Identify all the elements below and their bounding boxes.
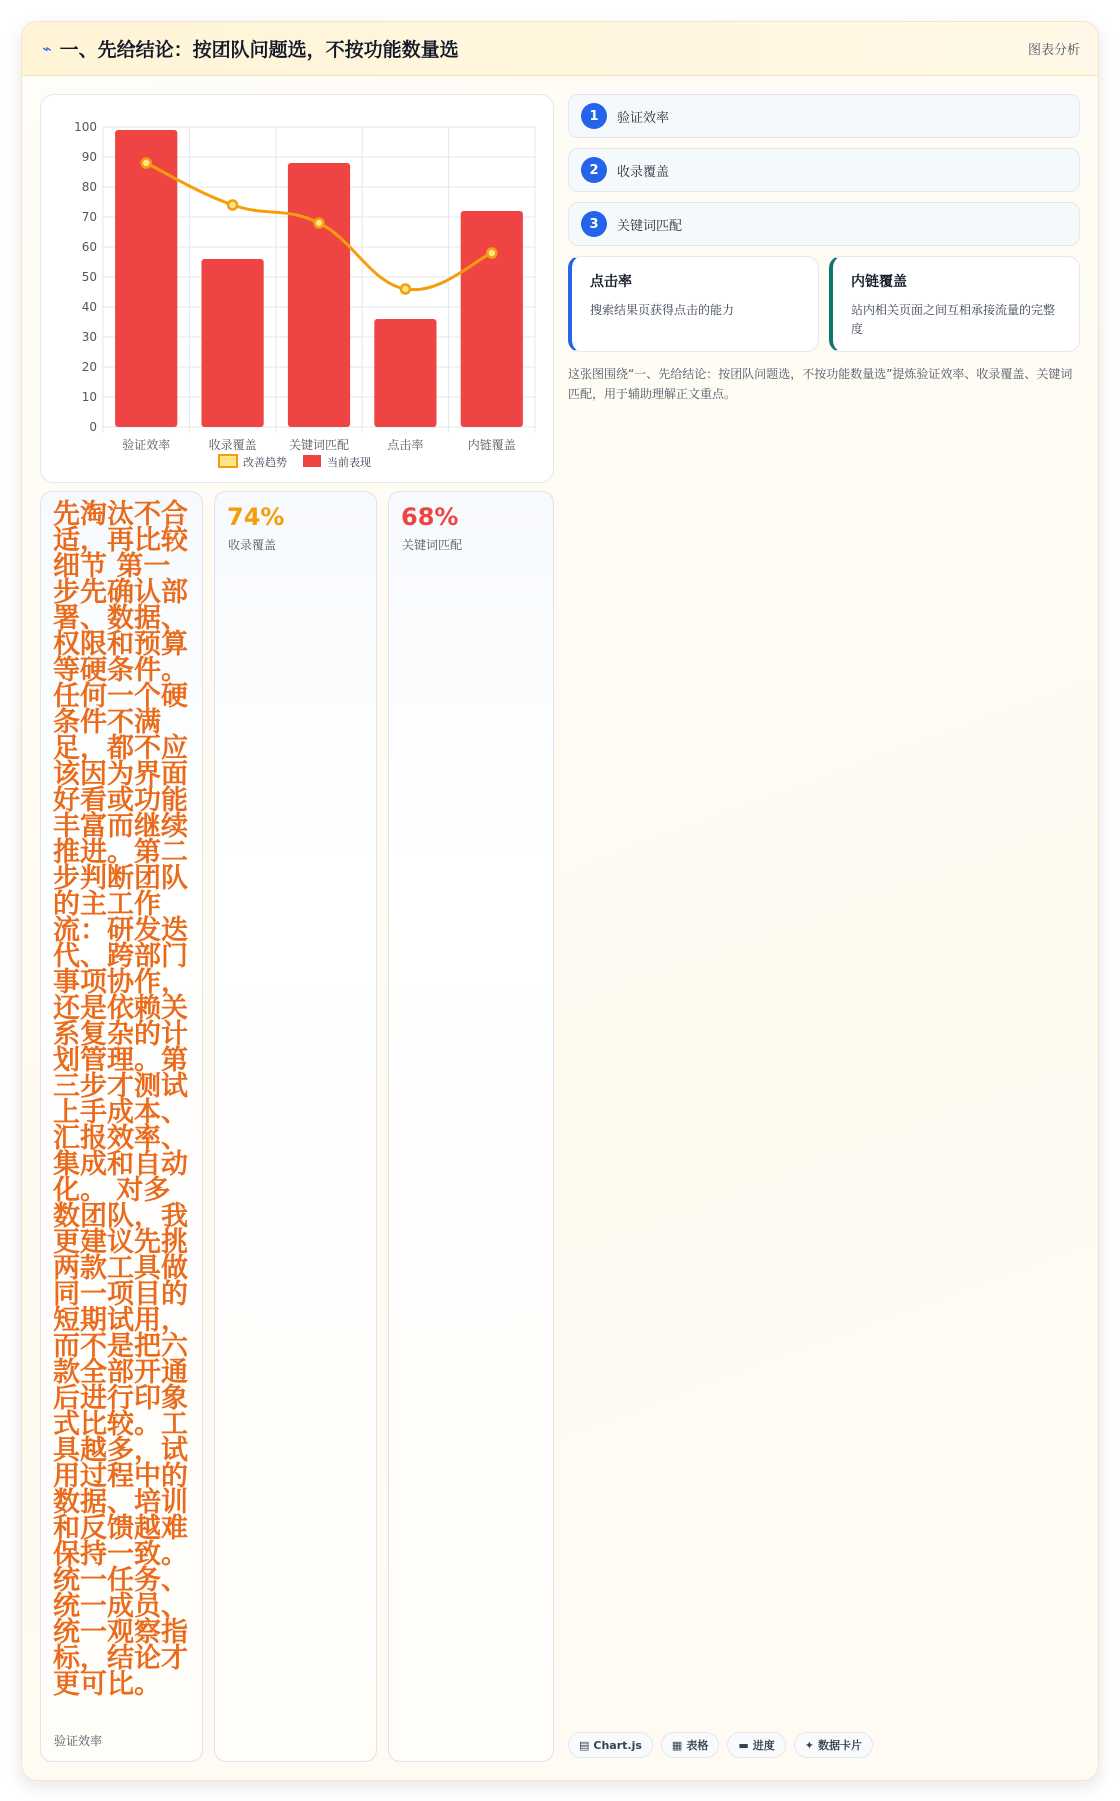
tag-label: Chart.js bbox=[593, 1738, 642, 1752]
y-tick-label: 40 bbox=[81, 300, 97, 314]
trend-point bbox=[401, 285, 410, 294]
chart-squiggle-icon: ⌁ bbox=[42, 39, 52, 58]
definition-card bbox=[568, 256, 819, 352]
steps-list bbox=[568, 94, 1080, 256]
main-card bbox=[21, 21, 1099, 1781]
tag-row bbox=[568, 1732, 873, 1758]
step-label: 验证效率 bbox=[617, 110, 670, 126]
x-tick-label: 关键词匹配 bbox=[288, 438, 350, 452]
progress-icon: ▬ bbox=[738, 1738, 749, 1752]
legend-label: 当前表现 bbox=[327, 456, 371, 469]
y-tick-label: 70 bbox=[81, 210, 97, 224]
trend-point bbox=[315, 219, 324, 228]
x-tick-label: 内链覆盖 bbox=[467, 438, 516, 452]
chart-caption: 这张图围绕“一、先给结论：按团队问题选，不按功能数量选”提炼验证效率、收录覆盖、关键词匹配，用于辅助理解正文重点。 bbox=[568, 367, 1073, 401]
stat-card bbox=[214, 491, 377, 1762]
tag-chip[interactable] bbox=[661, 1732, 719, 1758]
table-icon: ▦ bbox=[671, 1738, 683, 1752]
tag-label: 进度 bbox=[752, 1739, 775, 1752]
tag-chip[interactable] bbox=[727, 1732, 785, 1758]
bar bbox=[288, 163, 350, 427]
x-tick-label: 点击率 bbox=[387, 438, 424, 452]
step-number: 1 bbox=[581, 103, 607, 129]
legend-label: 改善趋势 bbox=[243, 456, 287, 469]
chart-panel bbox=[40, 94, 554, 483]
y-tick-label: 20 bbox=[81, 360, 97, 374]
stat-card bbox=[40, 491, 203, 1762]
y-tick-label: 80 bbox=[81, 180, 97, 194]
trend-point bbox=[487, 249, 496, 258]
y-tick-label: 10 bbox=[81, 390, 97, 404]
x-tick-label: 验证效率 bbox=[122, 438, 171, 452]
step-item bbox=[568, 202, 1080, 246]
y-tick-label: 100 bbox=[74, 120, 97, 134]
step-label: 收录覆盖 bbox=[617, 164, 670, 180]
trend-point bbox=[142, 159, 151, 168]
x-tick-label: 收录覆盖 bbox=[208, 438, 257, 452]
legend-swatch-line bbox=[219, 455, 237, 467]
tag-label: 表格 bbox=[686, 1739, 709, 1752]
combo-chart bbox=[41, 95, 555, 484]
stat-label: 收录覆盖 bbox=[228, 538, 277, 552]
y-tick-label: 60 bbox=[81, 240, 97, 254]
definition-card bbox=[829, 256, 1080, 352]
definition-title: 内链覆盖 bbox=[851, 274, 907, 290]
chart-icon: ▤ bbox=[579, 1738, 590, 1752]
stat-label: 关键词匹配 bbox=[402, 538, 463, 552]
section-header bbox=[22, 22, 1098, 76]
tag-label: 数据卡片 bbox=[817, 1739, 862, 1752]
stat-value: 68% bbox=[401, 503, 459, 531]
section-title: 一、先给结论：按团队问题选，不按功能数量选 bbox=[59, 39, 459, 61]
step-item bbox=[568, 148, 1080, 192]
stat-label: 验证效率 bbox=[54, 1734, 103, 1748]
legend-swatch-bar bbox=[303, 455, 321, 467]
chart-analysis-link[interactable]: 图表分析 bbox=[1027, 43, 1080, 58]
sparkle-icon: ✦ bbox=[804, 1738, 814, 1752]
definition-desc: 站内相关页面之间互相承接流量的完整度 bbox=[851, 303, 1056, 336]
step-number: 2 bbox=[581, 157, 607, 183]
y-tick-label: 90 bbox=[81, 150, 97, 164]
step-number: 3 bbox=[581, 211, 607, 237]
tag-chip[interactable] bbox=[568, 1732, 653, 1758]
bar bbox=[201, 259, 263, 427]
definition-cards bbox=[568, 256, 1080, 352]
stat-card bbox=[388, 491, 554, 1762]
stat-value: 74% bbox=[227, 503, 285, 531]
bar bbox=[374, 319, 436, 427]
y-tick-label: 30 bbox=[81, 330, 97, 344]
y-tick-label: 50 bbox=[81, 270, 97, 284]
y-tick-label: 0 bbox=[89, 420, 97, 434]
definition-desc: 搜索结果页获得点击的能力 bbox=[590, 303, 735, 317]
step-item bbox=[568, 94, 1080, 138]
bar bbox=[461, 211, 523, 427]
trend-point bbox=[228, 201, 237, 210]
definition-title: 点击率 bbox=[590, 274, 632, 290]
step-label: 关键词匹配 bbox=[617, 218, 683, 234]
stat-value: 先淘汰不合适，再比较细节 第一步先确认部署、数据、权限和预算等硬条件。任何一个硬条件不满足，都不应该因为界面好看或功能丰富而继续推进。第二步判断团队的主工作流：研发迭代、跨部门事项协作，还是依赖关系复杂的计划管理。第三步才测试上手成本、汇报效率、集成和自动化。 对多数团队，我更建议先挑两款工具做同一项目的短期试用，而不是把六款全部开通后进行印象式比较。工具越多，试用过程中的数据、培训和反馈越难保持一致。统一任务、统一成员、统一观察指标，结论才更可比。 bbox=[53, 499, 188, 1700]
tag-chip[interactable] bbox=[794, 1732, 873, 1758]
